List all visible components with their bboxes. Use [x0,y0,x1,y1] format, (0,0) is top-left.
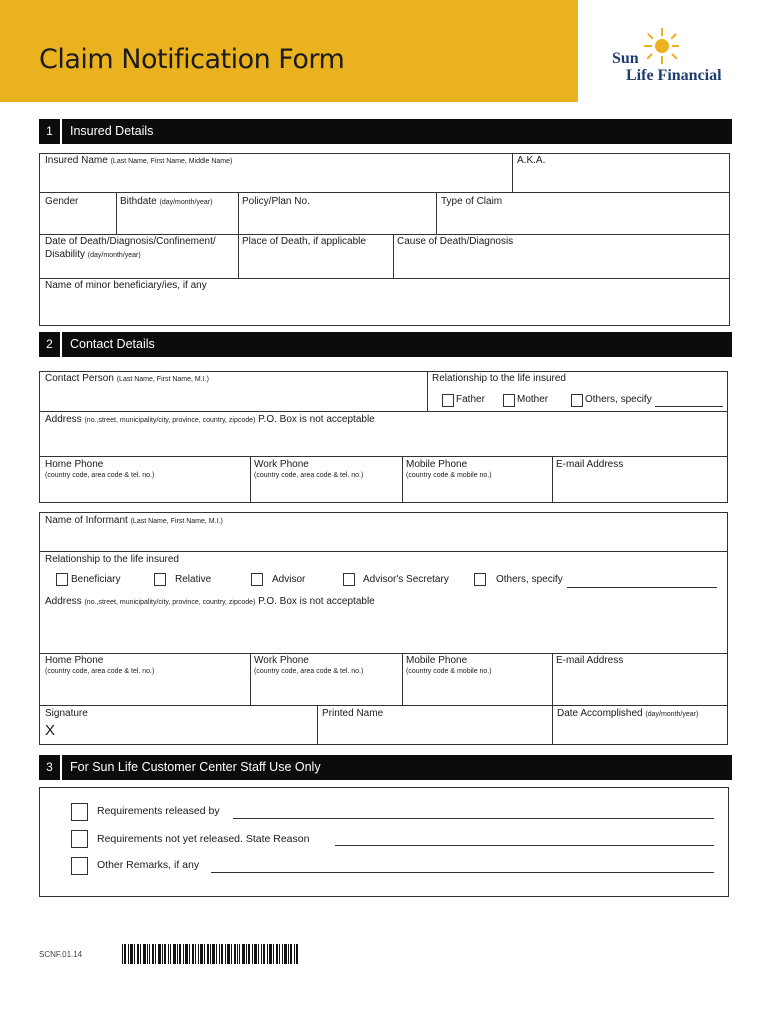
birthdate-field[interactable] [120,196,212,207]
section-1-header [39,119,732,144]
note: (Last Name, First Name, M.I.) [130,518,223,525]
informant-mobile-phone-field[interactable] [406,655,492,675]
requirements-not-released-label: Requirements not yet released. State Reason [97,833,310,845]
advisor-secretary-label: Advisor's Secretary [363,574,449,585]
informant-work-phone-field[interactable] [254,655,363,675]
note: (country code, area code & tel. no.) [254,472,364,479]
informant-others-label: Others, specify [496,574,563,585]
relative-label: Relative [175,574,212,585]
logo-text-sun: Sun [612,50,639,67]
note: (day/month/year) [87,252,141,259]
note: P.O. Box is not acceptable [258,414,375,425]
home-phone-field[interactable] [45,459,154,479]
label: Work Phone [254,655,309,666]
section-number: 1 [39,119,62,144]
label: Mobile Phone [406,459,468,470]
signature-mark: X [45,722,56,739]
advisor-secretary-checkbox[interactable] [343,573,355,586]
label: Name of Informant [45,515,128,526]
others-label: Others, specify [585,394,652,405]
requirements-released-line[interactable] [233,818,714,819]
advisor-checkbox[interactable] [251,573,263,586]
label: Work Phone [254,459,309,470]
other-remarks-line[interactable] [211,872,714,873]
label: Bithdate [120,196,157,207]
note: (no.,street, municipality/city, province, country, zipcode) [84,599,256,606]
date-accomplished-field[interactable] [557,708,698,719]
others-checkbox[interactable] [571,394,583,407]
logo-text-life: Life Financial [626,67,722,84]
note: (country code, area code & tel. no.) [45,472,155,479]
section-number: 2 [39,332,62,357]
insured-name-field[interactable] [45,155,232,166]
informant-name-field[interactable] [45,515,223,526]
label: Address [45,596,82,607]
note: (day/month/year) [159,199,213,206]
note: (country code, area code & tel. no.) [254,668,364,675]
sun-life-logo [600,26,740,86]
informant-others-checkbox[interactable] [474,573,486,586]
contact-person-box [39,371,728,503]
claim-type-field[interactable]: Type of Claim [441,196,503,207]
barcode-icon [122,944,298,964]
others-specify-line[interactable] [655,406,723,407]
contact-person-field[interactable] [45,373,209,384]
note: (country code & mobile no.) [406,472,492,479]
note: (Last Name, First Name, M.I.) [116,376,209,383]
note: P.O. Box is not acceptable [258,596,375,607]
note: (no.,street, municipality/city, province, country, zipcode) [84,417,256,424]
beneficiary-checkbox[interactable] [56,573,68,586]
printed-name-field[interactable]: Printed Name [322,708,384,719]
gender-field[interactable]: Gender [45,196,79,207]
informant-address-field[interactable] [45,596,375,607]
mobile-phone-field[interactable] [406,459,492,479]
informant-email-field[interactable]: E-mail Address [556,655,624,666]
label: Insured Name [45,155,108,166]
father-label: Father [456,394,485,405]
label: Mobile Phone [406,655,468,666]
section-2-header [39,332,732,357]
other-remarks-label: Other Remarks, if any [97,859,200,871]
label: Disability [45,249,86,260]
cause-of-death-field[interactable]: Cause of Death/Diagnosis [397,236,514,247]
place-of-death-field[interactable]: Place of Death, if applicable [242,236,366,247]
beneficiary-label: Beneficiary [71,574,121,585]
father-checkbox[interactable] [442,394,454,407]
requirements-released-checkbox[interactable] [71,803,88,821]
relative-checkbox[interactable] [154,573,166,586]
note: (Last Name, First Name, Middle Name) [110,158,233,165]
section-title: For Sun Life Customer Center Staff Use Only [70,760,321,774]
requirements-not-released-checkbox[interactable] [71,830,88,848]
informant-home-phone-field[interactable] [45,655,154,675]
address-field[interactable] [45,414,375,425]
label: Address [45,414,82,425]
section-title: Contact Details [70,337,155,351]
note: (day/month/year) [645,711,699,718]
requirements-not-released-line[interactable] [335,845,714,846]
section-number: 3 [39,755,62,780]
mother-checkbox[interactable] [503,394,515,407]
section-3-header [39,755,732,780]
informant-others-specify-line[interactable] [567,587,717,588]
informant-relationship-label: Relationship to the life insured [45,554,179,565]
note: (country code, area code & tel. no.) [45,668,155,675]
work-phone-field[interactable] [254,459,363,479]
label: Contact Person [45,373,114,384]
form-code: SCNF.01.14 [39,950,83,959]
label: Date Accomplished [557,708,643,719]
minor-beneficiary-field[interactable]: Name of minor beneficiary/ies, if any [45,280,207,291]
policy-field[interactable]: Policy/Plan No. [242,196,310,207]
email-field[interactable]: E-mail Address [556,459,624,470]
page-title: Claim Notification Form [39,44,345,75]
label: Date of Death/Diagnosis/Confinement/ [45,236,216,247]
requirements-released-label: Requirements released by [97,805,220,817]
mother-label: Mother [517,394,549,405]
relationship-label: Relationship to the life insured [432,373,566,384]
other-remarks-checkbox[interactable] [71,857,88,875]
advisor-label: Advisor [272,574,306,585]
death-date-field[interactable] [45,236,216,260]
aka-field[interactable]: A.K.A. [517,155,546,166]
label: Home Phone [45,459,104,470]
note: (country code & mobile no.) [406,668,492,675]
label: Home Phone [45,655,104,666]
section-title: Insured Details [70,124,154,138]
signature-field[interactable]: Signature [45,708,88,719]
